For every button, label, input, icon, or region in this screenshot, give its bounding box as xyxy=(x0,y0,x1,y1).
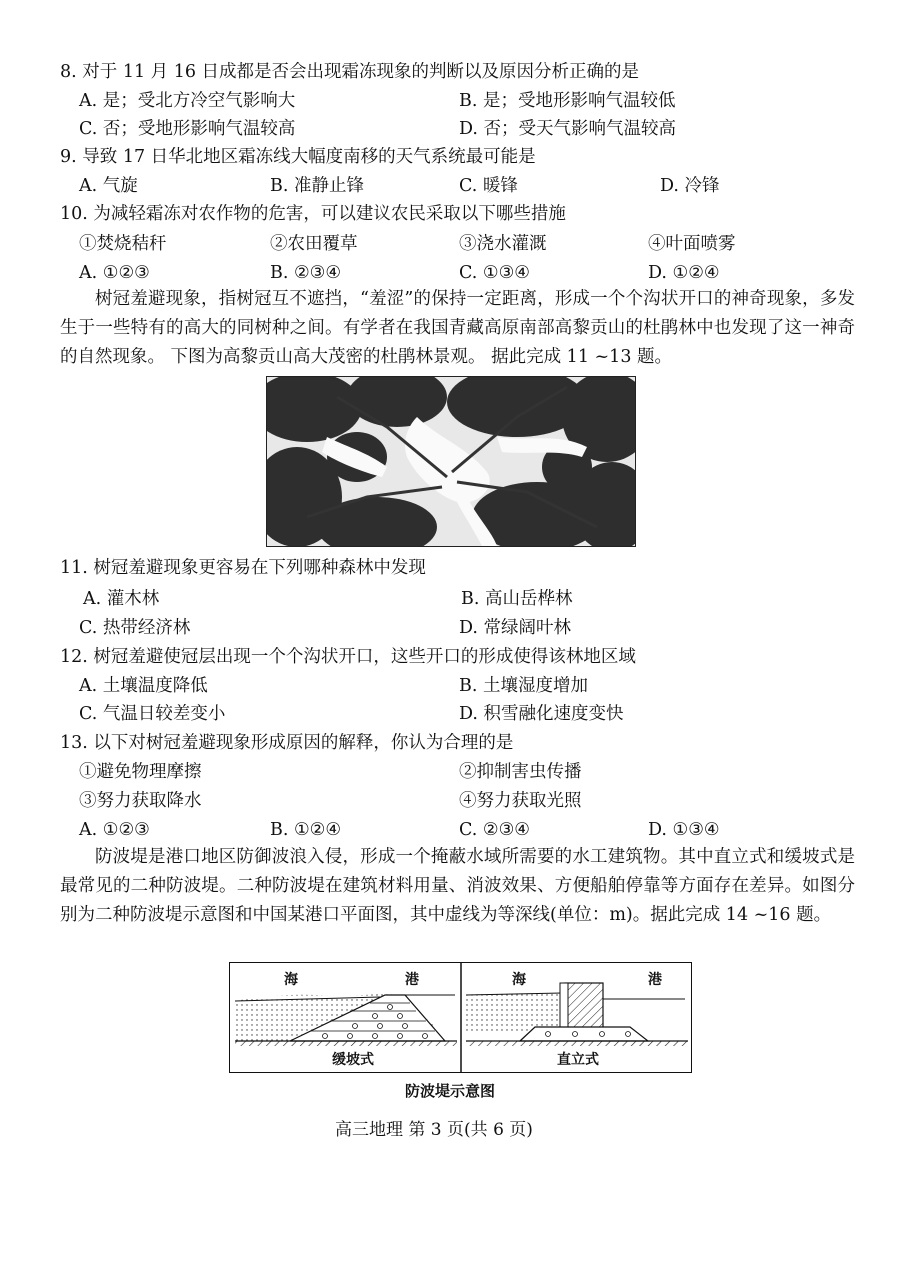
question-12-stem: 12. 树冠羞避使冠层出现一个个沟状开口，这些开口的形成使得该林地区域 xyxy=(60,647,636,667)
question-8-option-d: D. 否；受天气影响气温较高 xyxy=(459,119,677,139)
question-13-item-4: ④努力获取光照 xyxy=(459,791,582,811)
question-11-option-c: C. 热带经济林 xyxy=(79,618,191,638)
question-9-option-b: B. 准静止锋 xyxy=(270,176,364,196)
question-12-option-b: B. 土壤湿度增加 xyxy=(459,676,588,696)
question-12-option-a: A. 土壤温度降低 xyxy=(79,676,208,696)
vertical-breakwater-label: 直立式 xyxy=(557,1052,599,1068)
breakwater-passage: 防波堤是港口地区防御波浪入侵，形成一个掩蔽水域所需要的水工建筑物。其中直立式和缓坡式是最常见的二种防波堤。二种防波堤在建筑材料用量、消波效果、方便船舶停靠等方面存在差异。如图分别为二种防波堤示意图和中国某港口平面图，其中虚线为等深线(单位：m)。据此完成 14 ~16 题。 xyxy=(60,847,855,925)
question-11-stem: 11. 树冠羞避现象更容易在下列哪种森林中发现 xyxy=(60,558,426,578)
question-13-option-d: D. ①③④ xyxy=(648,820,720,840)
right-port-label: 港 xyxy=(648,972,662,988)
question-13-option-a: A. ①②③ xyxy=(79,820,150,840)
question-11-option-b: B. 高山岳桦林 xyxy=(461,589,573,609)
question-11-option-a: A. 灌木林 xyxy=(83,589,160,609)
question-9-option-c: C. 暖锋 xyxy=(459,176,518,196)
question-10-option-b: B. ②③④ xyxy=(270,263,342,283)
question-10-item-1: ①焚烧秸秆 xyxy=(79,234,167,254)
question-8-stem: 8. 对于 11 月 16 日成都是否会出现霜冻现象的判断以及原因分析正确的是 xyxy=(60,62,640,82)
question-10-item-3: ③浇水灌溉 xyxy=(459,234,547,254)
question-9-stem: 9. 导致 17 日华北地区霜冻线大幅度南移的天气系统最可能是 xyxy=(60,147,536,167)
question-10-stem: 10. 为减轻霜冻对农作物的危害，可以建议农民采取以下哪些措施 xyxy=(60,204,566,224)
canopy-passage: 树冠羞避现象，指树冠互不遮挡，“羞涩”的保持一定距离，形成一个个沟状开口的神奇现象，多发生于一些特有的高大的同树种之间。有学者在我国青藏高原南部高黎贡山的杜鹃林中也发现了这一神奇的自然现象。 下图为高黎贡山高大茂密的杜鹃林景观。 据此完成 11 ~13 题。 xyxy=(60,289,855,367)
question-11-option-d: D. 常绿阔叶林 xyxy=(459,618,572,638)
question-10-option-a: A. ①②③ xyxy=(79,263,150,283)
question-10-item-4: ④叶面喷雾 xyxy=(648,234,736,254)
question-8-option-a: A. 是；受北方冷空气影响大 xyxy=(79,91,296,111)
question-8-option-b: B. 是；受地形影响气温较低 xyxy=(459,91,676,111)
question-12-option-d: D. 积雪融化速度变快 xyxy=(459,704,624,724)
forest-canopy-photo xyxy=(266,376,636,547)
question-12-option-c: C. 气温日较差变小 xyxy=(79,704,226,724)
question-10-item-2: ②农田覆草 xyxy=(270,234,358,254)
question-13-option-b: B. ①②④ xyxy=(270,820,342,840)
question-13-option-c: C. ②③④ xyxy=(459,820,530,840)
left-port-label: 港 xyxy=(405,972,419,988)
question-10-option-d: D. ①②④ xyxy=(648,263,720,283)
question-13-item-2: ②抑制害虫传播 xyxy=(459,762,582,782)
question-9-option-a: A. 气旋 xyxy=(79,176,138,196)
left-sea-label: 海 xyxy=(284,972,298,988)
question-8-option-c: C. 否；受地形影响气温较高 xyxy=(79,119,296,139)
question-10-option-c: C. ①③④ xyxy=(459,263,530,283)
question-13-item-3: ③努力获取降水 xyxy=(79,791,202,811)
sloped-breakwater-label: 缓坡式 xyxy=(332,1052,374,1068)
question-13-stem: 13. 以下对树冠羞避现象形成原因的解释，你认为合理的是 xyxy=(60,733,514,753)
page-footer: 高三地理 第 3 页(共 6 页) xyxy=(335,1120,533,1140)
question-13-item-1: ①避免物理摩擦 xyxy=(79,762,202,782)
right-sea-label: 海 xyxy=(512,972,526,988)
breakwater-diagram xyxy=(229,962,692,1073)
question-9-option-d: D. 冷锋 xyxy=(660,176,720,196)
diagram-caption: 防波堤示意图 xyxy=(405,1082,496,1100)
